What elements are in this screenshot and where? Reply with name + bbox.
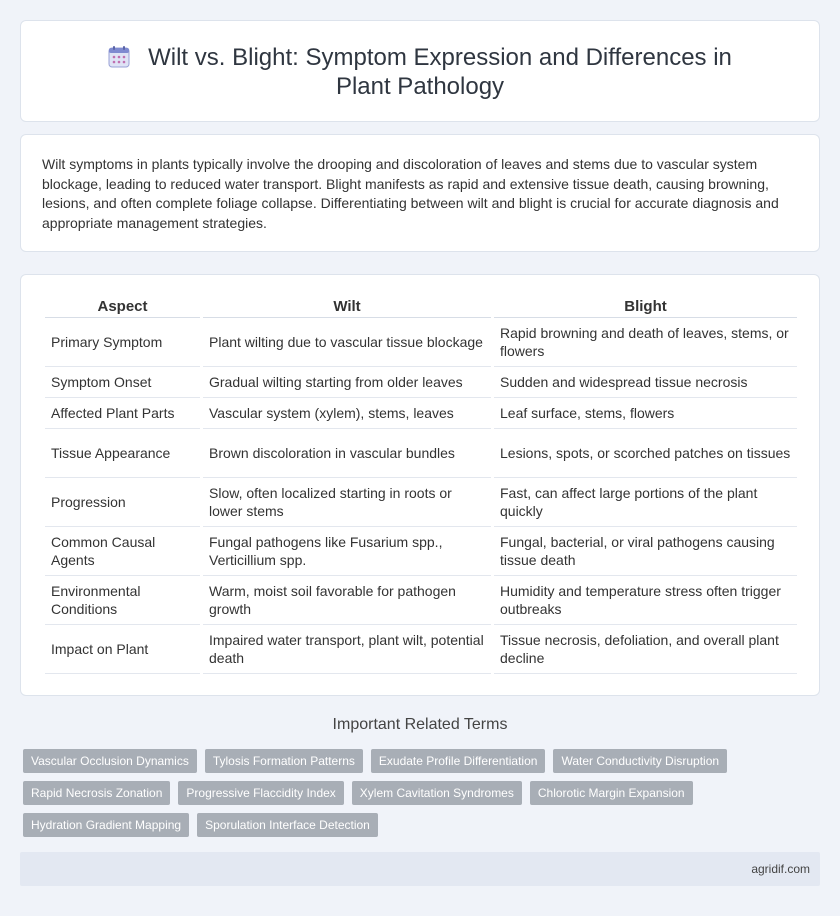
intro-paragraph: Wilt symptoms in plants typically involve the drooping and discoloration of leaves and stems due to vascular system blockage, leading to reduced water transport. Blight manifests as rapid and extensive tissue death, causing browning, lesions, and often complete foliage collapse. Differentiating between wilt and blight is crucial for accurate diagnosis and appropriate management strategies.	[42, 156, 779, 231]
table-row	[45, 367, 797, 398]
table-cell: Environmental Conditions	[45, 576, 200, 625]
table-row	[45, 318, 797, 367]
comparison-table	[42, 292, 800, 674]
table-cell: Affected Plant Parts	[45, 398, 200, 429]
footer-bar	[20, 852, 820, 886]
page-title	[81, 43, 759, 101]
table-row	[45, 576, 797, 625]
table-cell: Fungal pathogens like Fusarium spp., Verticillium spp.	[203, 527, 491, 576]
page-title-text: Wilt vs. Blight: Symptom Expression and Differences in Plant Pathology	[148, 44, 732, 100]
table-cell: Plant wilting due to vascular tissue blockage	[203, 318, 491, 367]
comparison-table-card	[20, 274, 820, 696]
title-card	[20, 20, 820, 122]
table-row	[45, 398, 797, 429]
related-term-tag[interactable]: Xylem Cavitation Syndromes	[352, 781, 522, 805]
intro-card	[20, 134, 820, 252]
related-term-tag[interactable]: Exudate Profile Differentiation	[371, 749, 546, 773]
table-cell: Leaf surface, stems, flowers	[494, 398, 797, 429]
table-row	[45, 429, 797, 478]
table-cell: Brown discoloration in vascular bundles	[203, 429, 491, 478]
table-cell: Common Causal Agents	[45, 527, 200, 576]
related-term-tag[interactable]: Chlorotic Margin Expansion	[530, 781, 693, 805]
related-terms-heading: Important Related Terms	[332, 716, 508, 733]
table-header-wilt: Wilt	[203, 292, 491, 318]
table-cell: Impaired water transport, plant wilt, potential death	[203, 625, 491, 674]
related-term-tag[interactable]: Water Conductivity Disruption	[553, 749, 727, 773]
table-cell: Lesions, spots, or scorched patches on tissues	[494, 429, 797, 478]
table-cell: Humidity and temperature stress often trigger outbreaks	[494, 576, 797, 625]
related-term-tag[interactable]: Hydration Gradient Mapping	[23, 813, 189, 837]
table-cell: Sudden and widespread tissue necrosis	[494, 367, 797, 398]
related-term-tag[interactable]: Sporulation Interface Detection	[197, 813, 378, 837]
calendar-icon	[108, 46, 130, 68]
table-cell: Fungal, bacterial, or viral pathogens causing tissue death	[494, 527, 797, 576]
table-header-blight: Blight	[494, 292, 797, 318]
table-cell: Vascular system (xylem), stems, leaves	[203, 398, 491, 429]
table-cell: Gradual wilting starting from older leaves	[203, 367, 491, 398]
table-row	[45, 478, 797, 527]
footer-site-link[interactable]: agridif.com	[751, 862, 810, 876]
table-cell: Primary Symptom	[45, 318, 200, 367]
table-cell: Tissue necrosis, defoliation, and overall plant decline	[494, 625, 797, 674]
related-term-tag[interactable]: Progressive Flaccidity Index	[178, 781, 343, 805]
table-cell: Impact on Plant	[45, 625, 200, 674]
table-cell: Slow, often localized starting in roots or lower stems	[203, 478, 491, 527]
table-cell: Warm, moist soil favorable for pathogen growth	[203, 576, 491, 625]
related-term-tag[interactable]: Tylosis Formation Patterns	[205, 749, 363, 773]
table-header-aspect: Aspect	[45, 292, 200, 318]
related-term-tag[interactable]: Vascular Occlusion Dynamics	[23, 749, 197, 773]
related-terms-list	[23, 749, 803, 845]
table-cell: Progression	[45, 478, 200, 527]
table-row	[45, 625, 797, 674]
related-term-tag[interactable]: Rapid Necrosis Zonation	[23, 781, 170, 805]
table-cell: Symptom Onset	[45, 367, 200, 398]
table-row	[45, 527, 797, 576]
table-cell: Fast, can affect large portions of the plant quickly	[494, 478, 797, 527]
table-cell: Rapid browning and death of leaves, stems, or flowers	[494, 318, 797, 367]
table-cell: Tissue Appearance	[45, 429, 200, 478]
